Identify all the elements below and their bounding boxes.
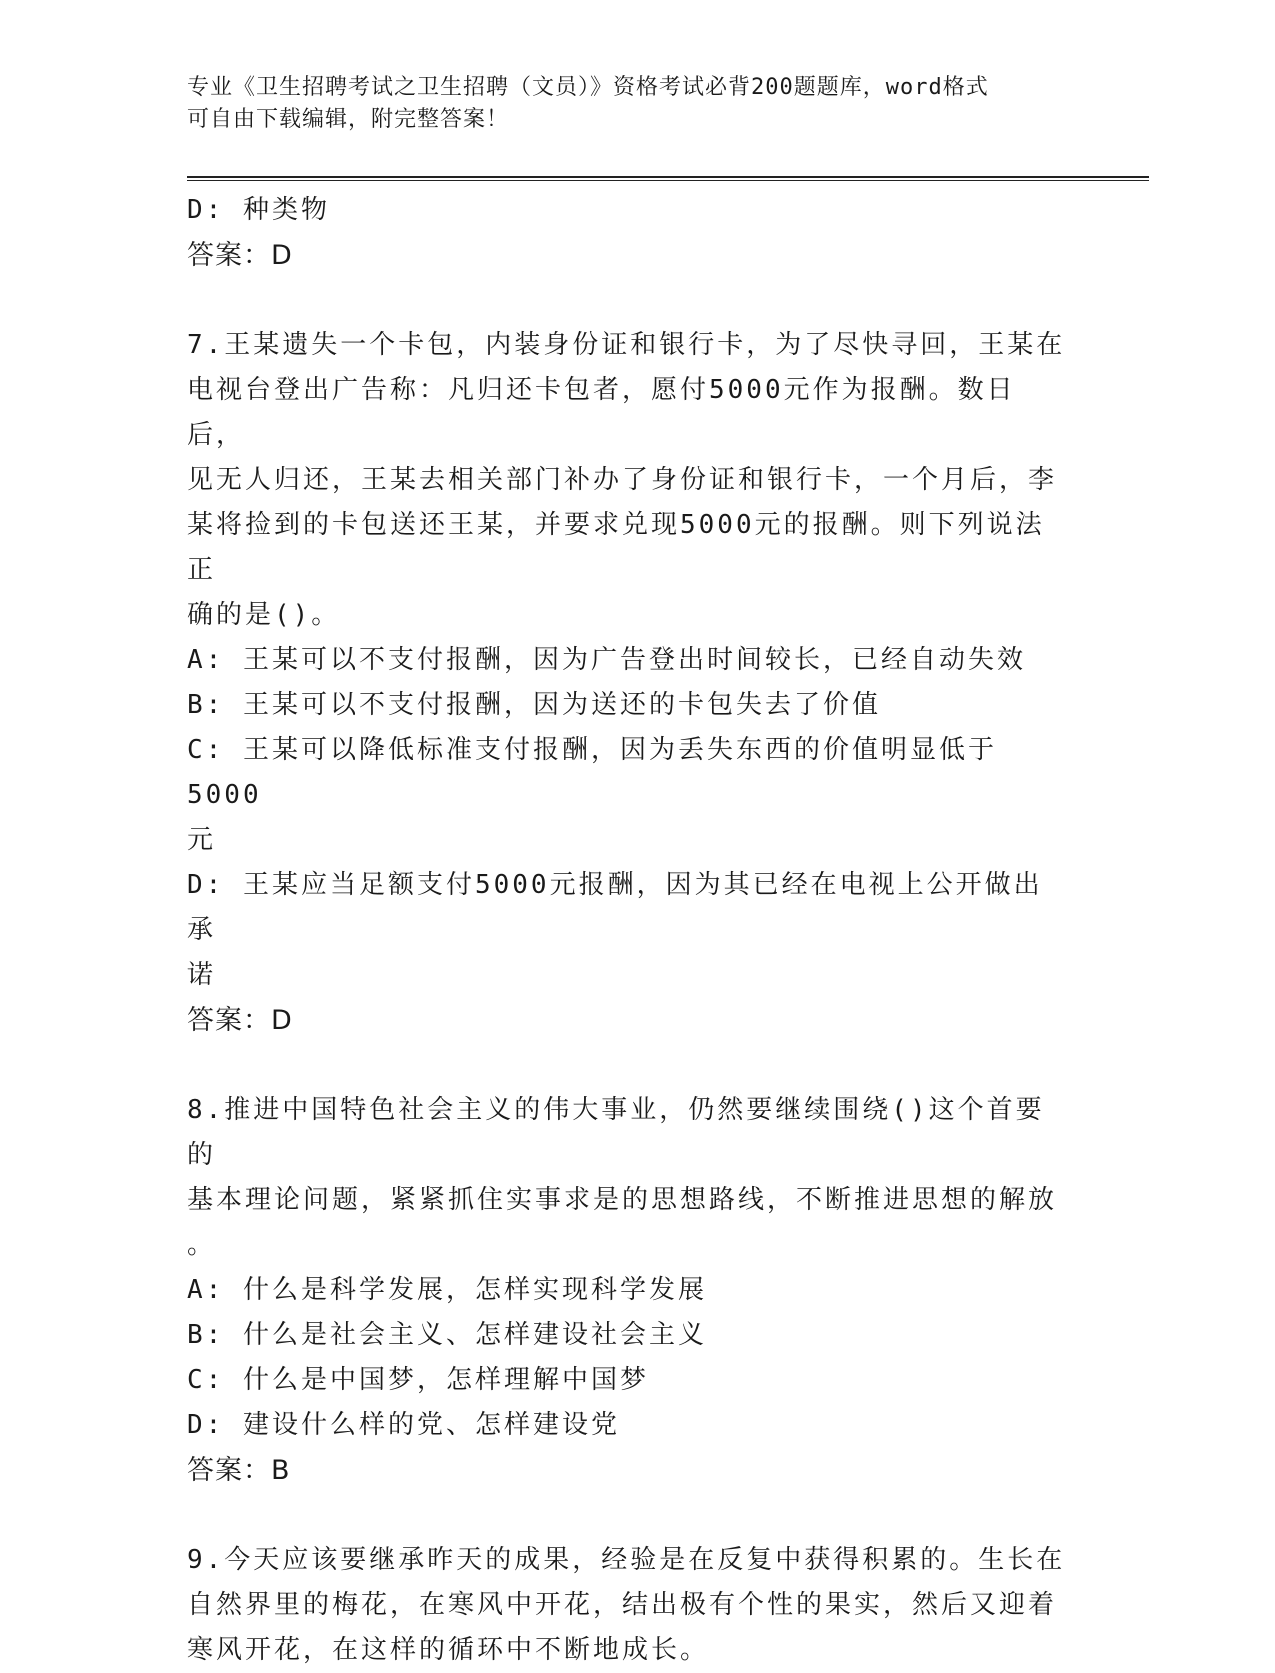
question-stem-line: 某将捡到的卡包送还王某，并要求兑现5000元的报酬。则下列说法正 bbox=[187, 510, 1045, 585]
question-7 bbox=[187, 323, 1067, 1043]
header-divider bbox=[187, 176, 1149, 181]
option-d: D: 建设什么样的党、怎样建设党 bbox=[187, 1410, 620, 1440]
option-d: D: 王某应当足额支付5000元报酬，因为其已经在电视上公开做出承 bbox=[187, 870, 1043, 945]
option-a: A: 王某可以不支付报酬，因为广告登出时间较长，已经自动失效 bbox=[187, 645, 1026, 675]
question-stem-line: 。 bbox=[187, 1230, 217, 1260]
option-c: C: 什么是中国梦，怎样理解中国梦 bbox=[187, 1365, 649, 1395]
question-stem-line: 确的是()。 bbox=[187, 600, 341, 630]
option-b: B: 王某可以不支付报酬，因为送还的卡包失去了价值 bbox=[187, 690, 881, 720]
question-stem-line: 电视台登出广告称：凡归还卡包者，愿付5000元作为报酬。数日后， bbox=[187, 375, 1016, 450]
spacer bbox=[187, 1043, 1067, 1088]
answer-line: 答案：D bbox=[187, 240, 293, 271]
option-c-continued: 元 bbox=[187, 825, 217, 855]
question-stem-line: 基本理论问题，紧紧抓住实事求是的思想路线，不断推进思想的解放 bbox=[187, 1185, 1058, 1215]
option-c: C: 王某可以降低标准支付报酬，因为丢失东西的价值明显低于5000 bbox=[187, 735, 997, 810]
option-a: A: 什么是科学发展，怎样实现科学发展 bbox=[187, 1275, 707, 1305]
previous-question-tail bbox=[187, 188, 1067, 278]
spacer bbox=[187, 1493, 1067, 1538]
answer-line: 答案：B bbox=[187, 1455, 291, 1486]
question-stem-line: 见无人归还，王某去相关部门补办了身份证和银行卡，一个月后，李 bbox=[187, 465, 1058, 495]
answer-line: 答案：D bbox=[187, 1005, 293, 1036]
question-8 bbox=[187, 1088, 1067, 1493]
document-body bbox=[187, 188, 1067, 1673]
page-header bbox=[187, 72, 1067, 136]
option-d: D: 种类物 bbox=[187, 195, 330, 225]
question-stem-line: 8.推进中国特色社会主义的伟大事业，仍然要继续围绕()这个首要的 bbox=[187, 1095, 1045, 1170]
question-stem-line: 自然界里的梅花，在寒风中开花，结出极有个性的果实，然后又迎着 bbox=[187, 1590, 1058, 1620]
header-title-line-1: 专业《卫生招聘考试之卫生招聘（文员）》资格考试必背200题题库，word格式 bbox=[187, 75, 989, 100]
question-stem-line: 寒风开花，在这样的循环中不断地成长。 bbox=[187, 1635, 710, 1665]
question-9 bbox=[187, 1538, 1067, 1673]
spacer bbox=[187, 278, 1067, 323]
question-stem-line: 9.今天应该要继承昨天的成果，经验是在反复中获得积累的。生长在 bbox=[187, 1545, 1066, 1575]
question-stem-line: 7.王某遗失一个卡包，内装身份证和银行卡，为了尽快寻回，王某在 bbox=[187, 330, 1066, 360]
header-title-line-2: 可自由下载编辑，附完整答案！ bbox=[187, 107, 510, 132]
option-d-continued: 诺 bbox=[187, 960, 217, 990]
option-b: B: 什么是社会主义、怎样建设社会主义 bbox=[187, 1320, 707, 1350]
